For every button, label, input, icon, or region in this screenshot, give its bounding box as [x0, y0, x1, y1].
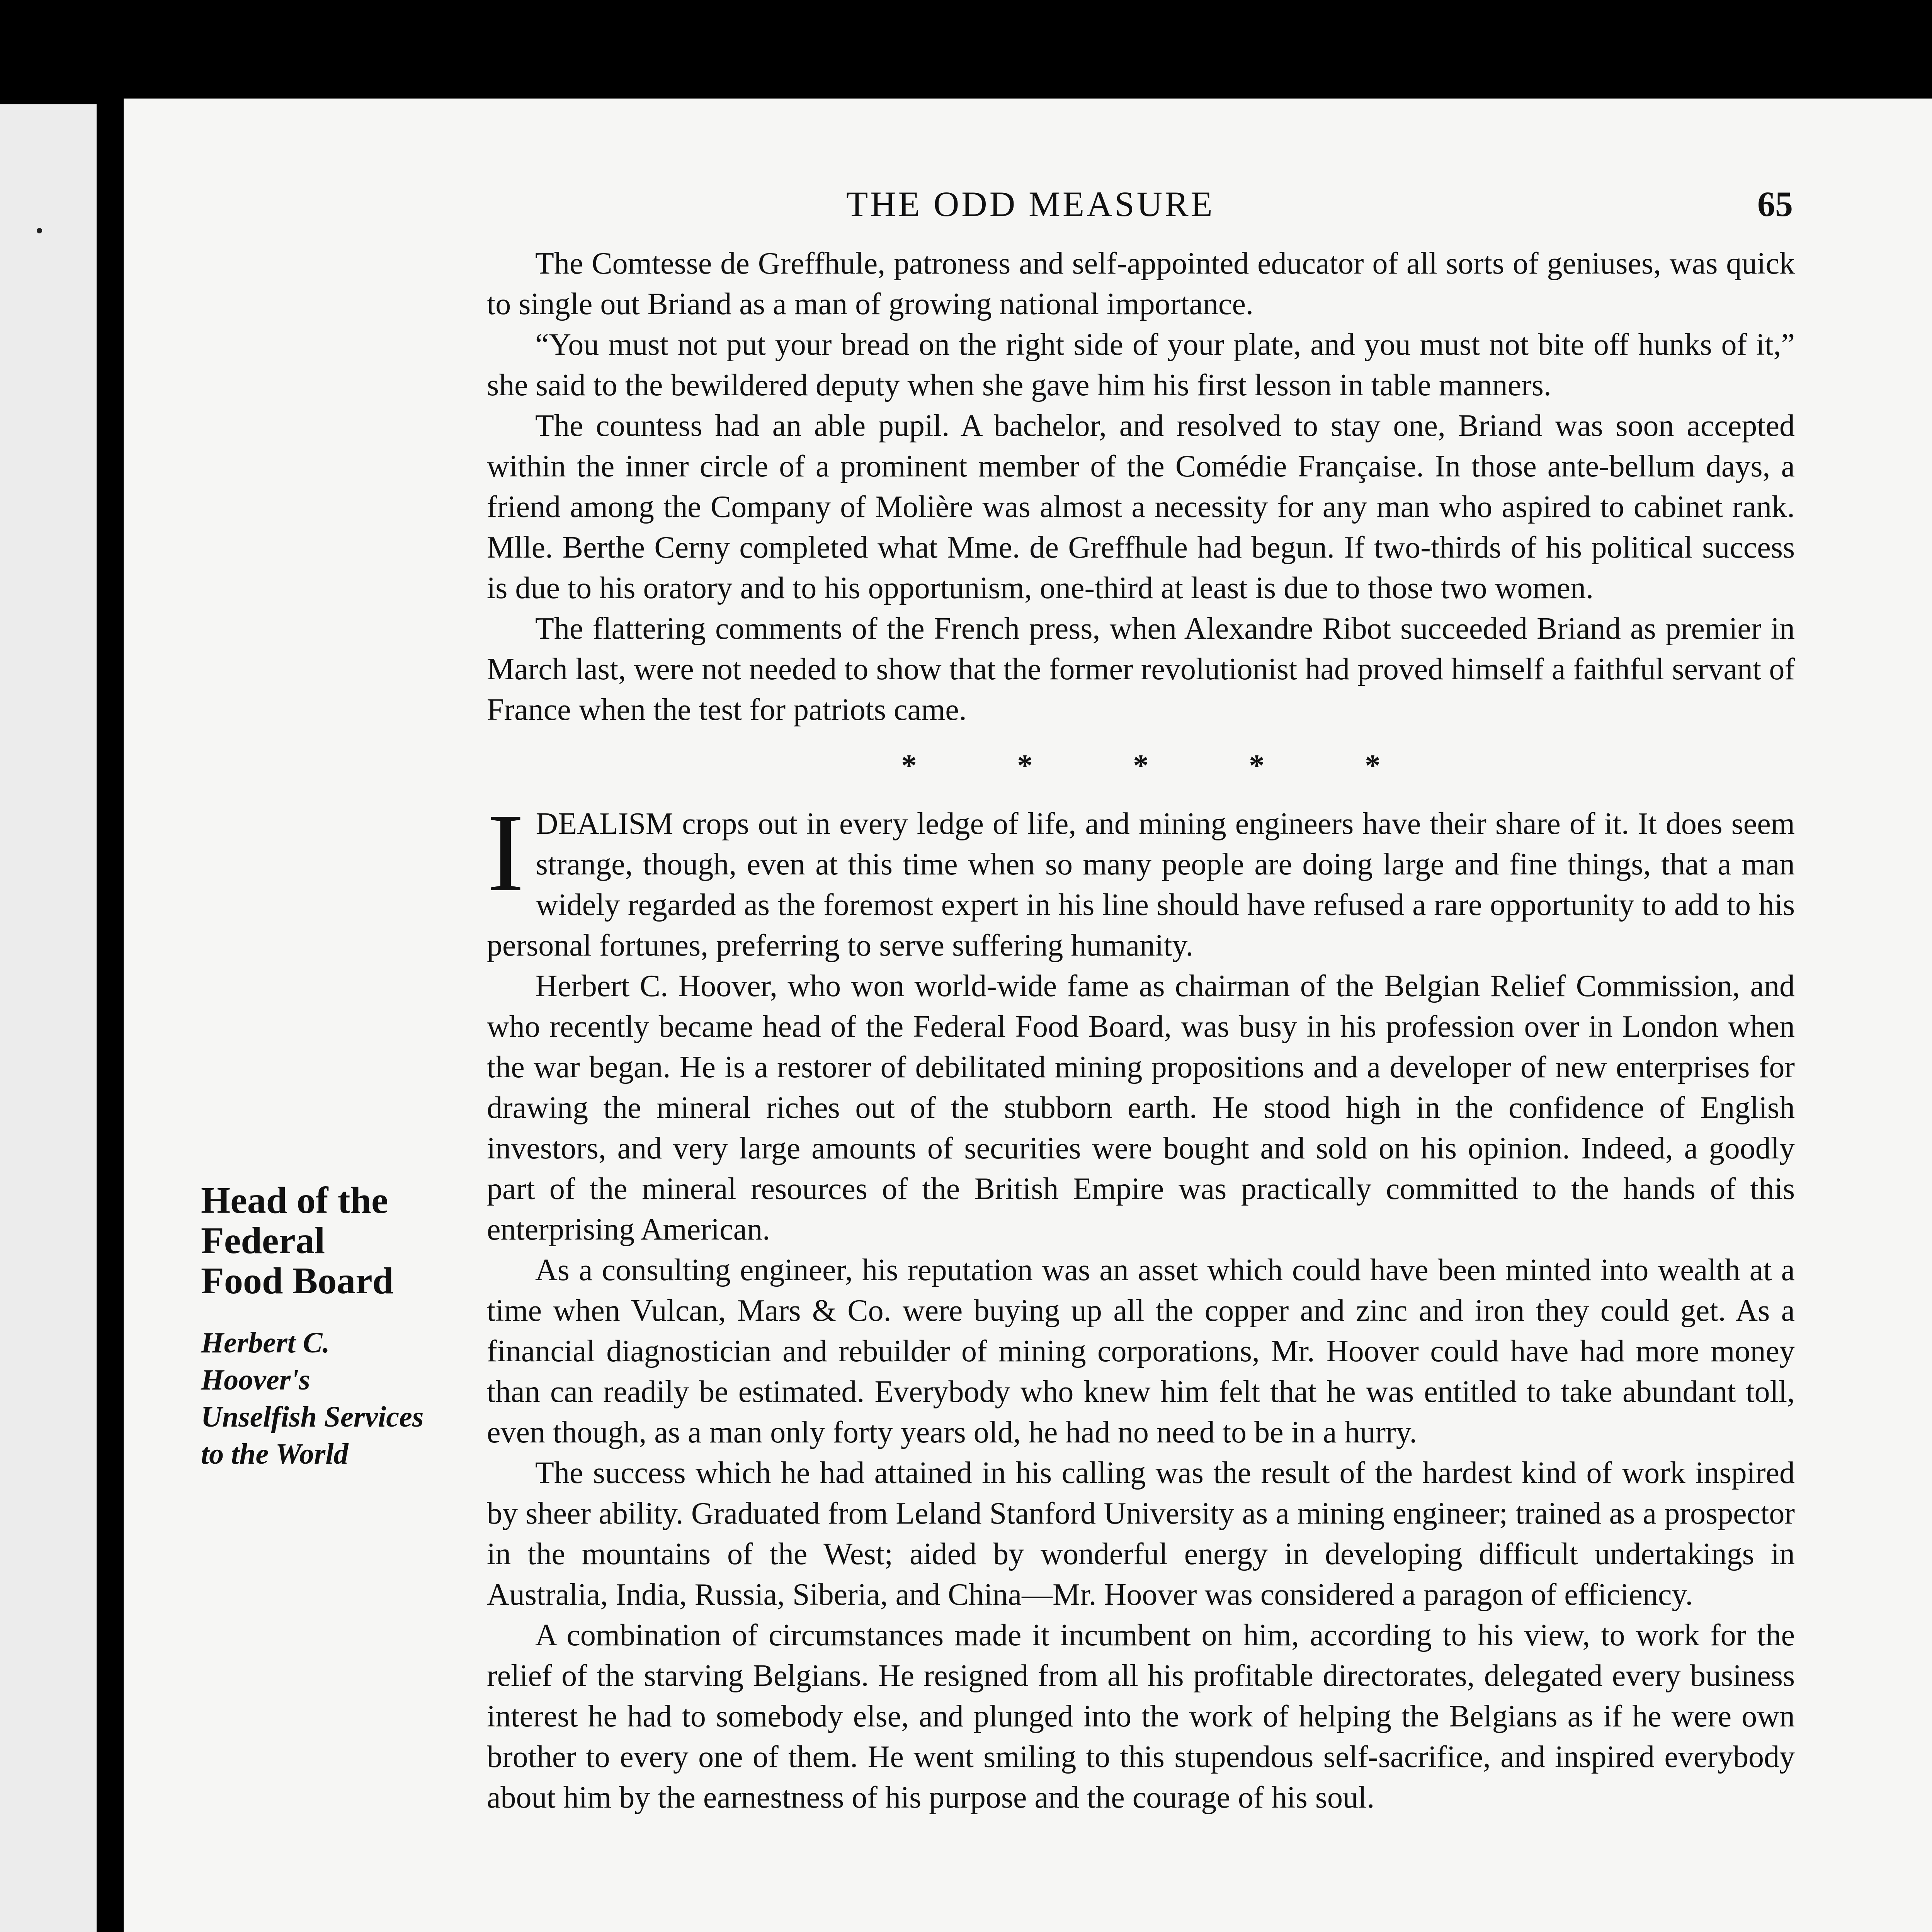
- page-number: 65: [1757, 184, 1793, 224]
- paragraph: The countess had an able pupil. A bachelor, and resolved to stay one, Briand was soon accepted within the inner circle of a prominent member of the Comédie Française. In those ante-bellum days, a friend among the Company of Molière was almost a necessity for any man who aspired to cabinet rank. Mlle. Berthe Cerny completed what Mme. de Greffhule had begun. If two-thirds of his political success is due to his oratory and to his opportunism, one-third at least is due to those two women.: [487, 409, 1795, 605]
- paragraph: The flattering comments of the French press, when Alexandre Ribot succeeded Briand as premier in March last, were not needed to show that the former revolutionist had proved himself a faithful servant of France when the test for patriots came.: [487, 612, 1795, 727]
- asterisk: *: [1249, 749, 1265, 783]
- article-body: [487, 243, 1795, 1818]
- paragraph: “You must not put your bread on the right side of your plate, and you must not bite off hunks of it,” she said to the bewildered deputy when she gave him his first lesson in table manners.: [487, 328, 1795, 402]
- paragraph: The success which he had attained in his calling was the result of the hardest kind of work inspired by sheer ability. Graduated from Leland Stanford University as a mining engineer; trained as a prospector in the mountains of the West; aided by wonderful energy in developing difficult undertakings in Australia, India, Russia, Siberia, and China—Mr. Hoover was considered a paragon of efficiency.: [487, 1456, 1795, 1612]
- paragraph: A combination of circumstances made it incumbent on him, according to his view, to work for the relief of the starving Belgians. He resigned from all his profitable directorates, delegated every business interest he had to somebody else, and plunged into the work of helping the Belgians as if he were own brother to every one of them. He went smiling to this stupendous self-sacrifice, and inspired everybody about him by the earnestness of his purpose and the courage of his soul.: [487, 1618, 1795, 1815]
- sidebar-title: Head of the Federal Food Board: [201, 1180, 394, 1302]
- dropcap-paragraph-text: DEALISM crops out in every ledge of life, and mining engineers have their share of it. It does seem strange, though, even at this time when so many people are doing large and fine things, that a man widely regarded as the foremost expert in his line should have refused a rare opportunity to add to his personal fortunes, preferring to serve suffering humanity.: [487, 807, 1795, 963]
- asterisk: *: [1017, 749, 1033, 783]
- asterisk: *: [901, 749, 917, 783]
- paragraph: As a consulting engineer, his reputation was an asset which could have been minted into wealth at a time when Vulcan, Mars & Co. were buying up all the copper and zinc and iron they could get. As a financial diagnostician and rebuilder of mining corporations, Mr. Hoover could have had more money than can readily be estimated. Everybody who knew him felt that he was entitled to take abundant toll, even though, as a man only forty years old, he had no need to be in a hurry.: [487, 1253, 1795, 1449]
- drop-cap: I: [487, 791, 524, 915]
- margin-sidebar: [201, 1180, 502, 1473]
- speck: [37, 228, 42, 233]
- section-separator: [487, 746, 1795, 786]
- paragraph: The Comtesse de Greffhule, patroness and self-appointed educator of all sorts of geniuses, was quick to single out Briand as a man of growing national importance.: [487, 247, 1795, 321]
- sidebar-subtitle: Herbert C. Hoover's Unselfish Services to the World: [201, 1327, 424, 1470]
- running-title: THE ODD MEASURE: [846, 184, 1215, 224]
- paragraph: Herbert C. Hoover, who won world-wide fame as chairman of the Belgian Relief Commission, and who recently became head of the Federal Food Board, was busy in his profession over in London when the war began. He is a restorer of debilitated mining propositions and a developer of new enterprises for drawing the mineral riches out of the stubborn earth. He stood high in the confidence of English investors, and very large amounts of securities were bought and sold on his opinion. Indeed, a goodly part of the mineral resources of the British Empire was practically committed to the hands of this enterprising American.: [487, 969, 1795, 1247]
- adjacent-page-edge: [0, 104, 97, 1932]
- asterisk: *: [1133, 749, 1149, 783]
- asterisk: *: [1365, 749, 1381, 783]
- dropcap-paragraph: [487, 791, 1795, 966]
- page-header: [506, 184, 1793, 230]
